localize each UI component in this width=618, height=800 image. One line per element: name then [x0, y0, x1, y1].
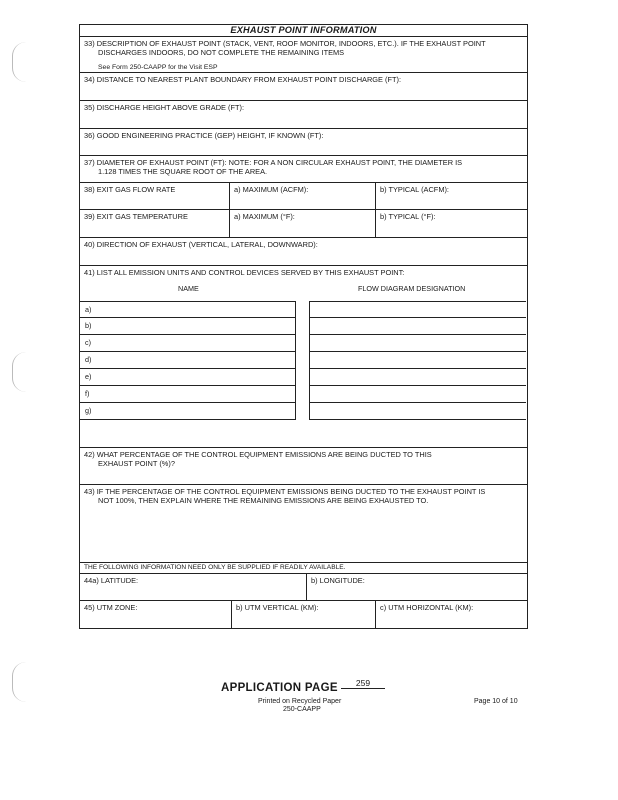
q37-row[interactable]	[80, 156, 527, 183]
utm-vertical-field[interactable]: b) UTM VERTICAL (KM):	[231, 601, 375, 628]
q33-note: See Form 250-CAAPP for the Visit ESP	[98, 64, 218, 71]
q41-name-row-e[interactable]: e)	[80, 369, 296, 386]
q43-row[interactable]	[80, 485, 527, 563]
q41-flow-row[interactable]	[309, 318, 526, 335]
q42-label: 42) WHAT PERCENTAGE OF THE CONTROL EQUIPMENT EMISSIONS ARE BEING DUCTED TO THIS	[84, 450, 432, 459]
punch-hole	[12, 662, 27, 702]
q41-flow-row[interactable]	[309, 335, 526, 352]
q41-name-row-d[interactable]: d)	[80, 352, 296, 369]
optional-info-note: THE FOLLOWING INFORMATION NEED ONLY BE SUPPLIED IF READILY AVAILABLE.	[84, 564, 346, 571]
q35-row[interactable]	[80, 101, 527, 129]
q38-row	[80, 183, 527, 210]
q43-label-cont: NOT 100%, THEN EXPLAIN WHERE THE REMAINING EMISSIONS ARE BEING EXHAUSTED TO.	[98, 496, 429, 505]
utm-zone-field[interactable]: 45) UTM ZONE:	[84, 603, 138, 612]
q38-max-field[interactable]: a) MAXIMUM (ACFM):	[229, 183, 375, 209]
q41-flow-row[interactable]	[309, 352, 526, 369]
q41-label: 41) LIST ALL EMISSION UNITS AND CONTROL DEVICES SERVED BY THIS EXHAUST POINT:	[84, 268, 405, 277]
q35-label: 35) DISCHARGE HEIGHT ABOVE GRADE (FT):	[84, 103, 245, 112]
q41-flow-column	[309, 301, 526, 420]
q42-row[interactable]	[80, 448, 527, 485]
q45-row	[80, 601, 527, 628]
punch-hole	[12, 352, 27, 392]
q38-label: 38) EXIT GAS FLOW RATE	[84, 185, 176, 194]
form-id: 250-CAAPP	[283, 706, 321, 713]
q44-row	[80, 574, 527, 601]
q33-label-cont: DISCHARGES INDOORS, DO NOT COMPLETE THE REMAINING ITEMS	[98, 48, 345, 57]
q41-name-row-c[interactable]: c)	[80, 335, 296, 352]
q38-typical-field[interactable]: b) TYPICAL (ACFM):	[375, 183, 527, 209]
q41-flow-row[interactable]	[309, 301, 526, 318]
q33-label: 33) DESCRIPTION OF EXHAUST POINT (STACK, VENT, ROOF MONITOR, INDOORS, ETC.). IF THE EXHAUST POINT	[84, 39, 486, 48]
q41-name-row-b[interactable]: b)	[80, 318, 296, 335]
latitude-field[interactable]: 44a) LATITUDE:	[84, 576, 139, 585]
recycled-paper-note: Printed on Recycled Paper	[258, 698, 342, 705]
q41-flow-row[interactable]	[309, 403, 526, 420]
utm-horizontal-field[interactable]: c) UTM HORIZONTAL (KM):	[375, 601, 527, 628]
q34-row[interactable]	[80, 73, 527, 101]
q34-label: 34) DISTANCE TO NEAREST PLANT BOUNDARY FROM EXHAUST POINT DISCHARGE (FT):	[84, 75, 402, 84]
q42-label-cont: EXHAUST POINT (%)?	[98, 459, 175, 468]
optional-info-note-row	[80, 563, 527, 574]
q39-row	[80, 210, 527, 238]
q40-row[interactable]	[80, 238, 527, 266]
exhaust-point-form	[79, 24, 528, 629]
longitude-field[interactable]: b) LONGITUDE:	[306, 574, 527, 600]
punch-hole	[12, 42, 27, 82]
q39-typical-field[interactable]: b) TYPICAL (°F):	[375, 210, 527, 237]
q41-name-row-a[interactable]: a)	[80, 301, 296, 318]
q41-name-header: NAME	[178, 284, 199, 293]
q41-flow-row[interactable]	[309, 369, 526, 386]
q36-row[interactable]	[80, 129, 527, 156]
application-page-title: APPLICATION PAGE	[221, 682, 338, 694]
q37-label-cont: 1.128 TIMES THE SQUARE ROOT OF THE AREA.	[98, 167, 268, 176]
q41-name-row-f[interactable]: f)	[80, 386, 296, 403]
page-of-indicator: Page 10 of 10	[474, 698, 518, 705]
q40-label: 40) DIRECTION OF EXHAUST (VERTICAL, LATERAL, DOWNWARD):	[84, 240, 318, 249]
q41-name-column	[80, 301, 296, 420]
q37-label: 37) DIAMETER OF EXHAUST POINT (FT): NOTE: FOR A NON CIRCULAR EXHAUST POINT, THE DIAMETER IS	[84, 158, 463, 167]
q36-label: 36) GOOD ENGINEERING PRACTICE (GEP) HEIGHT, IF KNOWN (FT):	[84, 131, 324, 140]
q39-max-field[interactable]: a) MAXIMUM (°F):	[229, 210, 375, 237]
q43-label: 43) IF THE PERCENTAGE OF THE CONTROL EQUIPMENT EMISSIONS BEING DUCTED TO THE EXHAUST POINT IS	[84, 487, 486, 496]
q41-section	[80, 266, 527, 448]
application-page-number: 259	[341, 678, 385, 689]
q41-flow-row[interactable]	[309, 386, 526, 403]
section-title: EXHAUST POINT INFORMATION	[80, 25, 527, 37]
q39-label: 39) EXIT GAS TEMPERATURE	[84, 212, 188, 221]
q41-flow-header: FLOW DIAGRAM DESIGNATION	[358, 284, 466, 293]
q33-row[interactable]	[80, 37, 527, 73]
q41-name-row-g[interactable]: g)	[80, 403, 296, 420]
